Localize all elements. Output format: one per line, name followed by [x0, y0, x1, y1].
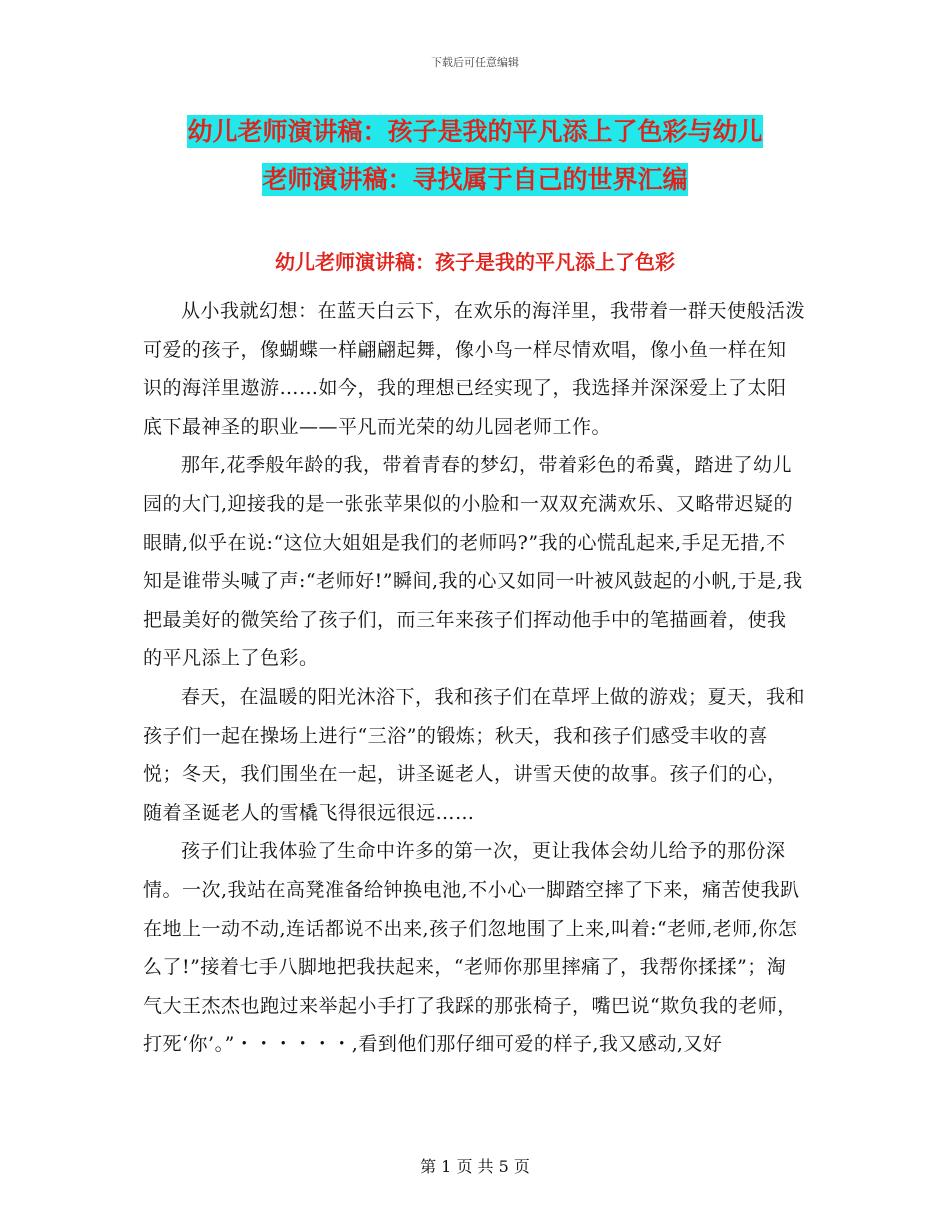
section-title: 幼儿老师演讲稿：孩子是我的平凡添上了色彩: [275, 250, 675, 274]
title-line-2: 老师演讲稿：寻找属于自己的世界汇编: [262, 165, 688, 194]
page-footer: 第 1 页 共 5 页: [420, 1157, 530, 1176]
paragraph: 那年,花季般年龄的我，带着青春的梦幻，带着彩色的希冀，踏进了幼儿园的大门,迎接我的是一张张苹果似的小脸和一双双充满欢乐、又略带迟疑的眼睛,似乎在说:“这位大姐姐是我们的老师吗?”我的心慌乱起来,手足无措,不知是谁带头喊了声:“老师好!”瞬间,我的心又如同一叶被风鼓起的小帆,于是,我把最美好的微笑给了孩子们，而三年来孩子们挥动他手中的笔描画着，使我的平凡添上了色彩。: [143, 454, 803, 670]
header-note: 下载后可任意编辑: [431, 56, 519, 69]
body-text: [143, 292, 805, 1064]
paragraph: 春天，在温暖的阳光沐浴下，我和孩子们在草坪上做的游戏；夏天，我和孩子们一起在操场上进行“三浴”的锻炼；秋天，我和孩子们感受丰收的喜悦；冬天，我们围坐在一起，讲圣诞老人，讲雪天使的故事。孩子们的心，随着圣诞老人的雪橇飞得很远很远……: [143, 685, 806, 824]
paragraph: 孩子们让我体验了生命中许多的第一次，更让我体会幼儿给予的那份深情。一次,我站在高凳准备给钟换电池,不小心一脚踏空摔了下来，痛苦使我趴在地上一动不动,连话都说不出来,孩子们忽地围了上来,叫着:“老师,老师,你怎么了!”接着七手八脚地把我扶起来，“老师你那里摔痛了，我帮你揉揉”；淘气大王杰杰也跑过来举起小手打了我踩的那张椅子，嘴巴说“欺负我的老师，打死‘你’。”・・・・・・,看到他们那仔细可爱的样子,我又感动,又好: [143, 840, 800, 1056]
title-line-1: 幼儿老师演讲稿：孩子是我的平凡添上了色彩与幼儿: [187, 117, 763, 146]
document-title: [0, 108, 950, 204]
paragraph: 从小我就幻想：在蓝天白云下，在欢乐的海洋里，我带着一群天使般活泼可爱的孩子，像蝴蝶一样翩翩起舞，像小鸟一样尽情欢唱，像小鱼一样在知识的海洋里遨游……如今，我的理想已经实现了，我选择并深深爱上了太阳底下最神圣的职业——平凡而光荣的幼儿园老师工作。: [143, 300, 806, 438]
